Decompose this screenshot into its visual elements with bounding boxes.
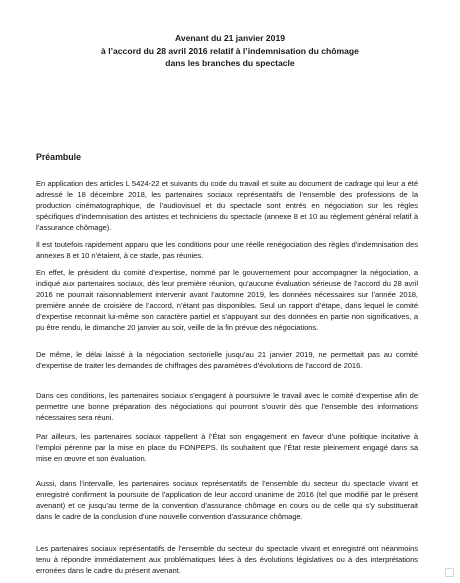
title-line-branches: dans les branches du spectacle: [165, 58, 295, 68]
paragraph-avenant: Les partenaires sociaux représentatifs de l’ensemble du secteur du spectacle vivant et enregistré ont néanmoins tenu à répondre immédiatement aux problématiques liées à des évolutions législatives ou à des interprétations erronées dans le cadre du présent avenant.: [36, 544, 418, 575]
title-line-date: Avenant du 21 janvier 2019: [174, 33, 286, 43]
paragraph-delai: De même, le délai laissé à la négociation sectorielle jusqu’au 21 janvier 2019, ne permettait pas au comité d’expertise de traiter les demandes de chiffrages des paramètres d’évolutions de l’accord de 2016.: [36, 350, 418, 370]
title-line-accord: à l’accord du 28 avril 2016 relatif à l’indemnisation du chômage: [101, 45, 359, 56]
document-title: [60, 32, 400, 70]
paragraph-fonpeps: Par ailleurs, les partenaires sociaux rappellent à l’État son engagement en faveur d’une politique incitative à l’emploi pérenne par la mise en place du FONPEPS. Ils souhaitent que l’État reste pleinement engagé dans sa mise en œuvre et son évaluation.: [36, 432, 418, 463]
paragraph-application: En application des articles L 5424-22 et suivants du code du travail et suite au document de cadrage qui leur a été adressé le 18 décembre 2018, les partenaires sociaux représentatifs de l’ensemble des professions de la production cinématographique, de l’audiovisuel et du spectacle sont entrés en négociation sur les règles spécifiques d’indemnisation des artistes et techniciens du spectacle (annexe 8 et 10 au règlement général relatif à l’assurance chômage).: [36, 179, 418, 232]
paragraph-intervalle: Aussi, dans l’intervalle, les partenaires sociaux représentatifs de l’ensemble du secteur du spectacle vivant et enregistré confirment la poursuite de l’application de leur accord unanime de 2016 (tel que modifié par le présent avenant) et ce jusqu’au terme de la convention d’assurance chômage en cours ou de celle qui s’y substituerait dans le cadre de la conclusion d’une nouvelle convention d’assurance chômage.: [36, 479, 418, 521]
paragraph-engagement: Dans ces conditions, les partenaires sociaux s’engagent à poursuivre le travail avec le comité d’expertise afin de permettre une bonne préparation des négociations qui pourront s’ouvrir dès que l’ensemble des informations nécessaires sera réuni.: [36, 391, 418, 422]
section-heading-preambule: Préambule: [36, 152, 81, 162]
paragraph-comite-expertise: En effet, le président du comité d’expertise, nommé par le gouvernement pour accompagner la négociation, a indiqué aux partenaires sociaux, dès leur première réunion, qu’aucune évaluation sérieuse de l’accord du 28 avril 2016 ne pourrait raisonnablement intervenir avant l’automne 2019, les données nécessaires sur l’année 2018, première année de croisière de l’accord, n’étant pas disponibles. Seul un rapport d’étape, dans lequel le comité d’expertise reconnait lui-même son caractère partiel et s’appuyant sur des données en partie non significatives, a pu être rendu, le dimanche 20 janvier au soir, veille de la fin prévue des négociations.: [36, 268, 418, 332]
page-corner-mark: [445, 568, 454, 577]
paragraph-conditions: Il est toutefois rapidement apparu que les conditions pour une réelle renégociation des règles d’indemnisation des annexes 8 et 10 n’étaient, à ce stade, pas réunies.: [36, 240, 418, 260]
